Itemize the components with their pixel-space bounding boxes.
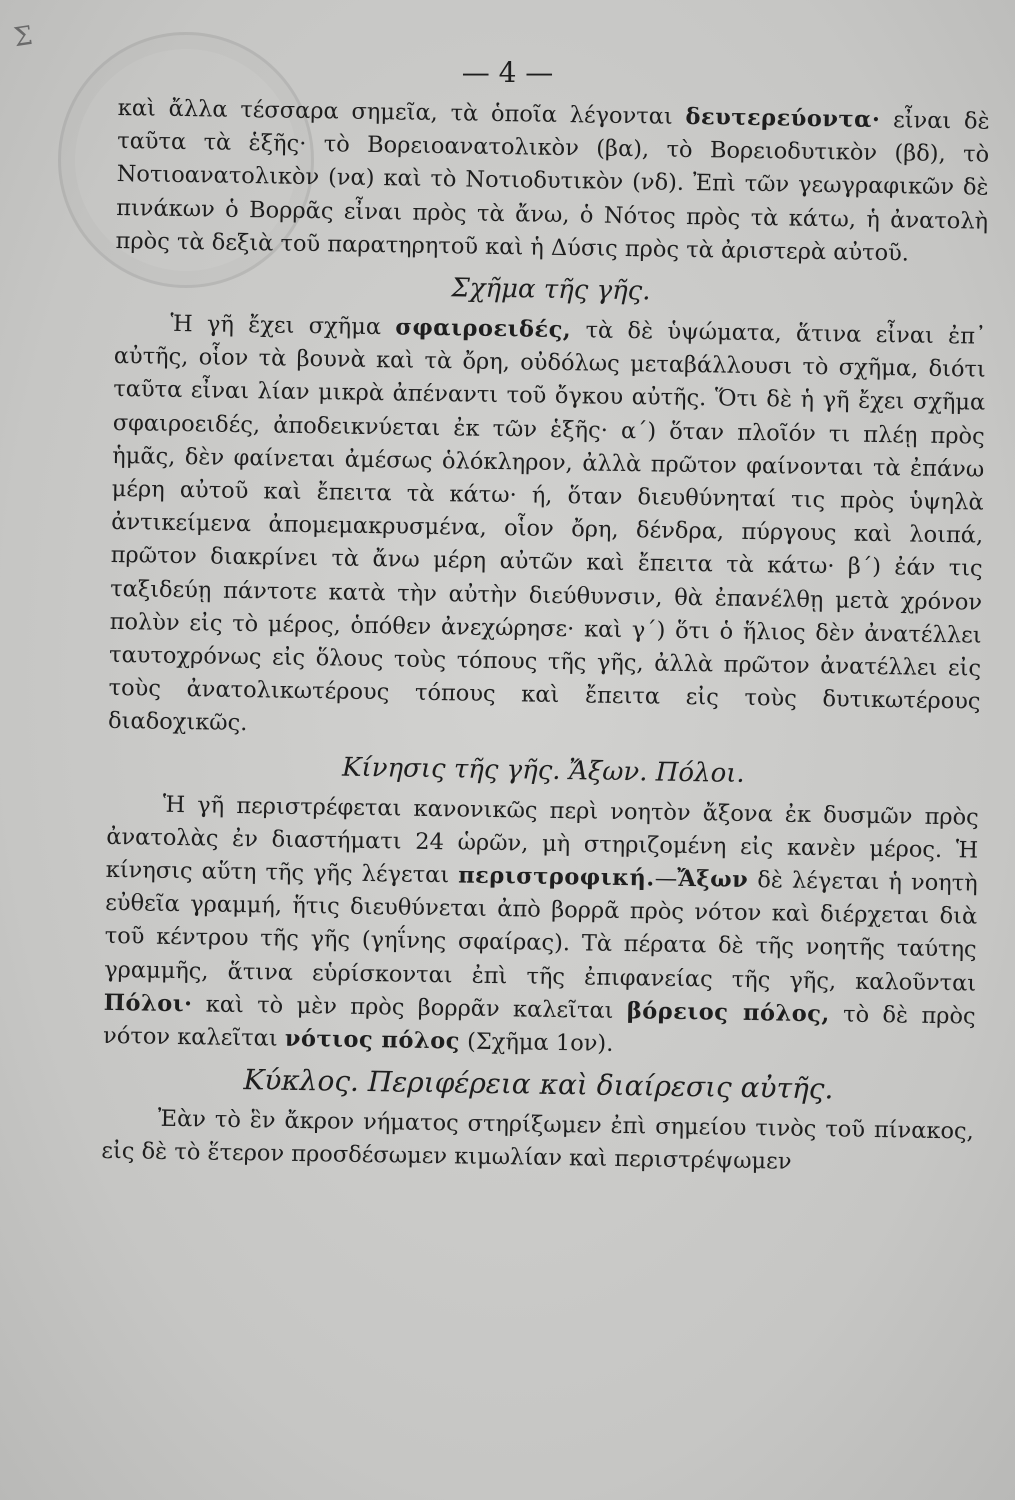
- bold-term: δευτερεύοντα·: [685, 103, 881, 133]
- section-heading: Κίνησις τῆς γῆς. Ἄξων. Πόλοι.: [341, 752, 745, 789]
- margin-handwriting: Σ: [12, 20, 35, 54]
- text-run: Ἡ γῆ περιστρέφεται κανονικῶς περὶ νοητὸν ἄξονα ἐκ δυσμῶν πρὸς ἀνατολὰς ἐν διαστήματι 24 ὡρῶν, μὴ στηριζομένη εἰς κανὲν μέρος. Ἡ κίνησις αὕτη τῆς γῆς λέγεται: [105, 791, 979, 889]
- page-number: — 4 —: [461, 56, 554, 89]
- text-run: Ἐὰν τὸ ἓν ἄκρον νήματος στηρίξωμεν ἐπὶ σημείου τινὸς τοῦ πίνακος, εἰς δὲ τὸ ἕτερον προσδέσωμεν κιμωλίαν καὶ περιστρέψωμεν: [101, 1106, 974, 1176]
- text-run: καὶ ἄλλα τέσσαρα σημεῖα, τὰ ὁποῖα λέγονται: [117, 94, 686, 130]
- bold-term: Πόλοι·: [103, 989, 193, 1018]
- text-run: εἶναι δὲ ταῦτα τὰ ἑξῆς· τὸ Βορειοανατολικὸν (βα), τὸ Βορειοδυτικὸν (βδ), τὸ Νοτιοανατολικὸν (να) καὶ τὸ Νοτιοδυτικὸν (νδ). Ἐπὶ τῶν γεωγραφικῶν δὲ πινάκων ὁ Βορρᾶς εἶναι πρὸς τὰ ἄνω, ὁ Νότος πρὸς τὰ κάτω, ἡ ἀνατολὴ πρὸς τὰ δεξιὰ τοῦ παρατηρητοῦ καὶ ἡ Δύσις πρὸς τὰ ἀριστερὰ αὐτοῦ.: [115, 106, 990, 267]
- text-run: δὲ λέγεται ἡ νοητὴ εὐθεῖα γραμμή, ἥτις διευθύνεται ἀπὸ βορρᾶ πρὸς νότον καὶ διέρχεται διὰ τοῦ κέντρου τῆς γῆς (γηΐνης σφαίρας). Τὰ πέρατα δὲ τῆς νοητῆς ταύτης γραμμῆς, ἅτινα εὑρίσκονται ἐπὶ τῆς ἐπιφανείας τῆς γῆς, καλοῦνται: [104, 867, 978, 997]
- bold-term: νότιος πόλος: [284, 1025, 461, 1055]
- text-run: τὸ δὲ πρὸς νότον καλεῖται: [102, 1001, 976, 1052]
- text-run: —: [654, 865, 678, 892]
- paragraph: [103, 788, 979, 1067]
- bold-term: σφαιροειδές,: [395, 314, 572, 344]
- text-run: Ἡ γῆ ἔχει σχῆμα: [170, 310, 396, 341]
- text-run: καὶ τὸ μὲν πρὸς βορρᾶν καλεῖται: [192, 991, 628, 1024]
- paragraph: [108, 307, 987, 752]
- paragraph: [115, 92, 990, 272]
- bold-term: Ἄξων: [676, 865, 749, 894]
- bold-term: περιστροφική.: [457, 862, 655, 892]
- body-text: [101, 92, 990, 1182]
- bold-term: βόρειος πόλος,: [626, 997, 830, 1028]
- text-run: (Σχῆμα 1ον).: [459, 1028, 614, 1057]
- section-heading: Κύκλος. Περιφέρεια καὶ διαίρεσις αὐτῆς.: [243, 1063, 834, 1106]
- paragraph: [101, 1102, 974, 1182]
- text-run: τὰ δὲ ὑψώματα, ἅτινα εἶναι ἐπ᾿ αὐτῆς, οἷον τὰ βουνὰ καὶ τὰ ὄρη, οὐδόλως μεταβάλλουσι τὸ σχῆμα, διότι ταῦτα εἶναι λίαν μικρὰ ἀπέναντι τοῦ ὄγκου αὐτῆς. Ὅτι δὲ ἡ γῆ ἔχει σχῆμα σφαιροειδές, ἀποδεικνύεται ἐκ τῶν ἑξῆς· α΄) ὅταν πλοῖόν τι πλέῃ πρὸς ἡμᾶς, δὲν φαίνεται ἀμέσως ὁλόκληρον, ἀλλὰ πρῶτον φαίνονται τὰ ἐπάνω μέρη αὐτοῦ καὶ ἔπειτα τὰ κάτω· ή, ὅταν διευθύνηταί τις πρὸς ὑψηλὰ ἀντικείμενα ἀπομεμακρυσμένα, οἷον ὄρη, δένδρα, πύργους καὶ λοιπά, πρῶτον διακρίνει τὰ ἄνω μέρη αὐτῶν καὶ ἔπειτα τὰ κάτω· β΄) ἐάν τις ταξιδεύῃ πάντοτε κατὰ τὴν αὐτὴν διεύθυνσιν, θὰ ἐπανέλθῃ μετὰ χρόνον πολὺν εἰς τὸ μέρος, ὁπόθεν ἀνεχώρησε· καὶ γ΄) ὅτι ὁ ἥλιος δὲν ἀνατέλλει ταυτοχρόνως εἰς ὅλους τοὺς τόπους τῆς γῆς, ἀλλὰ πρῶτον ἀνατέλλει εἰς τοὺς ἀνατολικωτέρους τόπους καὶ ἔπειτα εἰς τοὺς δυτικωτέρους διαδοχικῶς.: [107, 317, 987, 737]
- section-heading: Σχῆμα τῆς γῆς.: [451, 273, 651, 307]
